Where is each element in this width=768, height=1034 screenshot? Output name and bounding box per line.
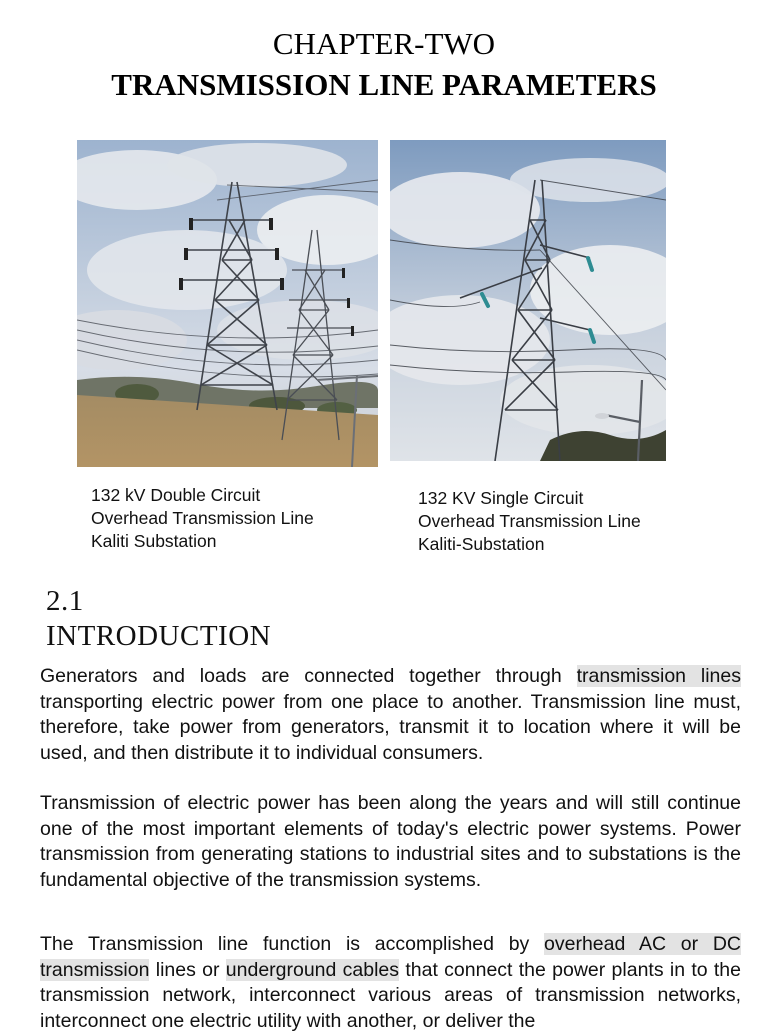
caption-line: 132 KV Single Circuit [418, 488, 584, 508]
caption-line: Kaliti-Substation [418, 534, 545, 554]
highlighted-term[interactable]: underground cables [225, 958, 400, 981]
highlighted-term[interactable]: transmission lines [576, 665, 741, 687]
caption-line: Overhead Transmission Line [418, 511, 641, 531]
paragraph-text: electric power systems. Power transmission from generating stations to industrial sites and to substations is the fundamental objective of the transmission systems. [40, 817, 741, 891]
paragraph-text: Transmission of electric power has been along the years and will still continue one of the most important elements of [40, 792, 741, 840]
paragraph-text: lines or [149, 958, 226, 981]
paragraph-text: Generators and loads are connected together through [40, 665, 577, 687]
caption-line: 132 kV Double Circuit [91, 485, 261, 505]
section-number: 2.1 [46, 585, 84, 617]
double-circuit-tower-image [77, 140, 378, 467]
paragraph-3 [40, 932, 741, 1034]
figure-caption-right [418, 487, 641, 556]
paragraph-text: transporting electric power from one place to another. Transmission line must, therefore, take power from generators, transmit it to location where it will be used, and then distribute it to individual consumers. [40, 690, 741, 764]
caption-line: Kaliti Substation [91, 531, 217, 551]
highlighted-term[interactable]: overhead AC or DC transmission [40, 933, 741, 981]
section-title: INTRODUCTION [46, 620, 272, 652]
double-circuit-tower-photo [77, 140, 378, 467]
paragraph-2 [40, 791, 741, 893]
chapter-title: TRANSMISSION LINE PARAMETERS [111, 67, 657, 102]
figure-caption-left [91, 484, 314, 553]
paragraph-text: The Transmission line function is accomplished by [40, 933, 545, 955]
emphasized-word: today's [397, 817, 459, 840]
single-circuit-tower-image [390, 140, 666, 461]
single-circuit-tower-photo [390, 140, 666, 461]
chapter-label: CHAPTER-TWO [272, 26, 496, 61]
paragraph-1 [40, 664, 741, 766]
paragraph-text: that connect the power plants in to the transmission network, interconnect various areas of transmission networks, interconnect one electric utility with another, or deliver the [40, 958, 742, 1032]
caption-line: Overhead Transmission Line [91, 508, 314, 528]
